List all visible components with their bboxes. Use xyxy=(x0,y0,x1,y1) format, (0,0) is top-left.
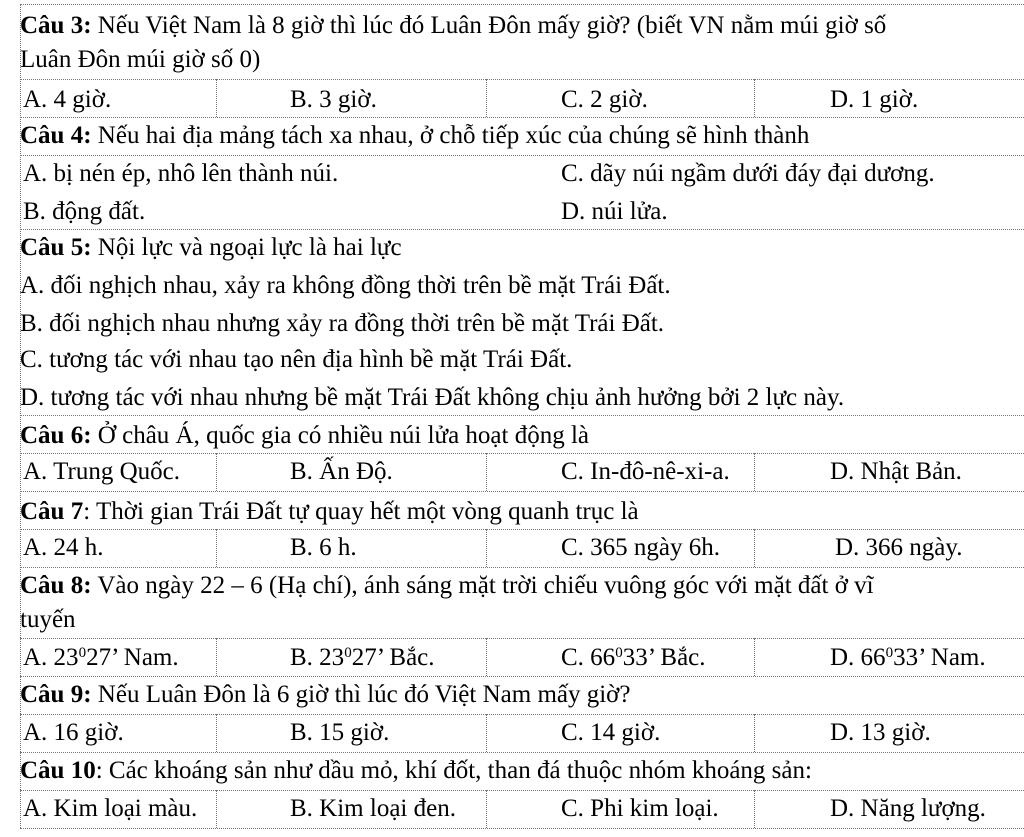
option-b: B. động đất. xyxy=(23,198,146,225)
option-a: A. Trung Quốc. xyxy=(23,458,180,485)
table-cell-divider xyxy=(216,714,217,752)
table-rule xyxy=(20,790,1024,791)
question-8-line-2 xyxy=(20,607,1024,632)
table-rule xyxy=(20,529,1024,530)
option-c-text: 33’ Bắc. xyxy=(622,644,706,671)
table-cell-divider xyxy=(486,638,487,676)
question-number: Câu 3: xyxy=(20,12,92,39)
question-text: : Thời gian Trái Đất tự quay hết một vòng quanh trục là xyxy=(83,498,639,525)
table-cell-divider xyxy=(486,79,487,117)
table-cell-divider xyxy=(754,638,755,676)
question-9 xyxy=(20,682,1024,707)
option-b xyxy=(20,311,1024,336)
question-number: Câu 9: xyxy=(20,681,92,708)
question-text: Nội lực và ngoại lực là hai lực xyxy=(91,234,402,261)
option-d: D. núi lửa. xyxy=(561,198,668,225)
question-text: : Các khoáng sản như dầu mỏ, khí đốt, than đá thuộc nhóm khoáng sản: xyxy=(95,757,812,784)
table-rule xyxy=(20,117,1024,118)
option-c: C. 365 ngày 6h. xyxy=(561,534,721,561)
question-number: Câu 8: xyxy=(20,572,92,599)
question-3-line-1 xyxy=(20,13,1024,38)
option-c: C. 2 giờ. xyxy=(561,86,648,113)
option-d: D. Năng lượng. xyxy=(830,795,986,822)
table-rule xyxy=(20,155,1024,156)
table-rule xyxy=(20,453,1024,454)
degree-mark: 0 xyxy=(344,645,352,661)
table-cell-divider xyxy=(216,79,217,117)
degree-mark: 0 xyxy=(615,645,623,661)
option-a: A. 24 h. xyxy=(23,534,104,561)
table-rule xyxy=(20,638,1024,639)
option-a xyxy=(20,273,1024,298)
question-text: Ở châu Á, quốc gia có nhiều núi lửa hoạt động là xyxy=(91,422,589,449)
option-c xyxy=(561,645,706,670)
option-b-text: 27’ Bắc. xyxy=(351,644,435,671)
question-5 xyxy=(20,235,1024,260)
option-b: B. Kim loại đen. xyxy=(290,795,456,822)
option-c: C. 14 giờ. xyxy=(561,719,661,746)
degree-mark: 0 xyxy=(885,645,894,661)
option-a: A. bị nén ép, nhô lên thành núi. xyxy=(23,160,339,187)
option-b-text: B. 23 xyxy=(290,644,345,671)
table-cell-divider xyxy=(486,529,487,567)
question-3-line-2 xyxy=(20,47,1024,72)
question-10 xyxy=(20,758,1024,783)
question-text: Nếu Luân Đôn là 6 giờ thì lúc đó Việt Nam mấy giờ? xyxy=(91,681,631,708)
table-rule xyxy=(20,491,1024,492)
option-a: A. Kim loại màu. xyxy=(23,795,198,822)
question-number: Câu 6: xyxy=(20,422,92,449)
option-d: D. 13 giờ. xyxy=(830,719,931,746)
table-rule xyxy=(20,229,1024,230)
question-text: tuyến xyxy=(20,606,76,633)
option-d xyxy=(20,385,1024,410)
table-cell-divider xyxy=(216,638,217,676)
option-b: B. Ấn Độ. xyxy=(290,458,393,485)
option-a-text: A. đối nghịch nhau, xảy ra không đồng thời trên bề mặt Trái Đất. xyxy=(20,272,671,299)
table-rule xyxy=(20,676,1024,677)
option-d: D. 366 ngày. xyxy=(835,534,963,561)
table-rule xyxy=(20,79,1024,80)
question-number: Câu 5: xyxy=(20,234,92,261)
option-d-text: D. tương tác với nhau nhưng bề mặt Trái Đất không chịu ảnh hưởng bởi 2 lực này. xyxy=(20,384,845,411)
table-cell-divider xyxy=(754,529,755,567)
question-7 xyxy=(20,499,1024,524)
option-d-text: 33’ Nam. xyxy=(893,644,986,671)
option-c-text: C. 66 xyxy=(561,644,616,671)
table-cell-divider xyxy=(754,453,755,491)
table-rule xyxy=(20,828,1024,829)
option-b: B. 15 giờ. xyxy=(290,719,390,746)
option-a-text: 27’ Nam. xyxy=(86,644,179,671)
option-c: C. Phi kim loại. xyxy=(561,795,719,822)
option-c: C. In-đô-nê-xi-a. xyxy=(561,458,730,485)
option-a xyxy=(23,645,179,670)
option-d: D. 1 giờ. xyxy=(830,86,919,113)
option-d-text: D. 66 xyxy=(830,644,886,671)
table-cell-divider xyxy=(216,790,217,828)
table-cell-divider xyxy=(754,790,755,828)
question-text: Nếu hai địa mảng tách xa nhau, ở chỗ tiếp xúc của chúng sẽ hình thành xyxy=(91,122,810,149)
table-cell-divider xyxy=(754,714,755,752)
option-a-text: A. 23 xyxy=(23,644,79,671)
option-a: A. 16 giờ. xyxy=(23,719,124,746)
table-cell-divider xyxy=(486,790,487,828)
option-c: C. dãy núi ngầm dưới đáy đại dương. xyxy=(561,160,935,187)
question-number: Câu 4: xyxy=(20,122,92,149)
option-b xyxy=(290,645,435,670)
option-a: A. 4 giờ. xyxy=(23,86,112,113)
table-cell-divider xyxy=(216,453,217,491)
option-b: B. 3 giờ. xyxy=(290,86,377,113)
question-6 xyxy=(20,423,1024,448)
question-4 xyxy=(20,123,1024,148)
question-number: Câu 10 xyxy=(20,757,96,784)
option-d xyxy=(830,645,986,670)
table-rule xyxy=(20,714,1024,715)
table-cell-divider xyxy=(486,714,487,752)
table-cell-divider xyxy=(754,79,755,117)
table-rule xyxy=(20,567,1024,568)
option-b: B. 6 h. xyxy=(290,534,357,561)
question-text: Vào ngày 22 – 6 (Hạ chí), ánh sáng mặt trời chiếu vuông góc với mặt đất ở vĩ xyxy=(91,572,874,599)
table-rule xyxy=(20,4,1024,5)
option-c-text: C. tương tác với nhau tạo nên địa hình bề mặt Trái Đất. xyxy=(20,346,573,373)
table-cell-divider xyxy=(216,529,217,567)
option-c xyxy=(20,347,1024,372)
table-cell-divider xyxy=(486,453,487,491)
question-8-line-1 xyxy=(20,573,1024,598)
option-b-text: B. đối nghịch nhau nhưng xảy ra đồng thời trên bề mặt Trái Đất. xyxy=(20,310,665,337)
question-text: Luân Đôn múi giờ số 0) xyxy=(20,46,261,73)
question-number: Câu 7 xyxy=(20,498,84,525)
table-rule xyxy=(20,752,1024,753)
question-text: Nếu Việt Nam là 8 giờ thì lúc đó Luân Đôn mấy giờ? (biết VN nằm múi giờ số xyxy=(91,12,887,39)
degree-mark: 0 xyxy=(78,645,87,661)
option-d: D. Nhật Bản. xyxy=(830,458,962,485)
table-rule xyxy=(20,415,1024,416)
